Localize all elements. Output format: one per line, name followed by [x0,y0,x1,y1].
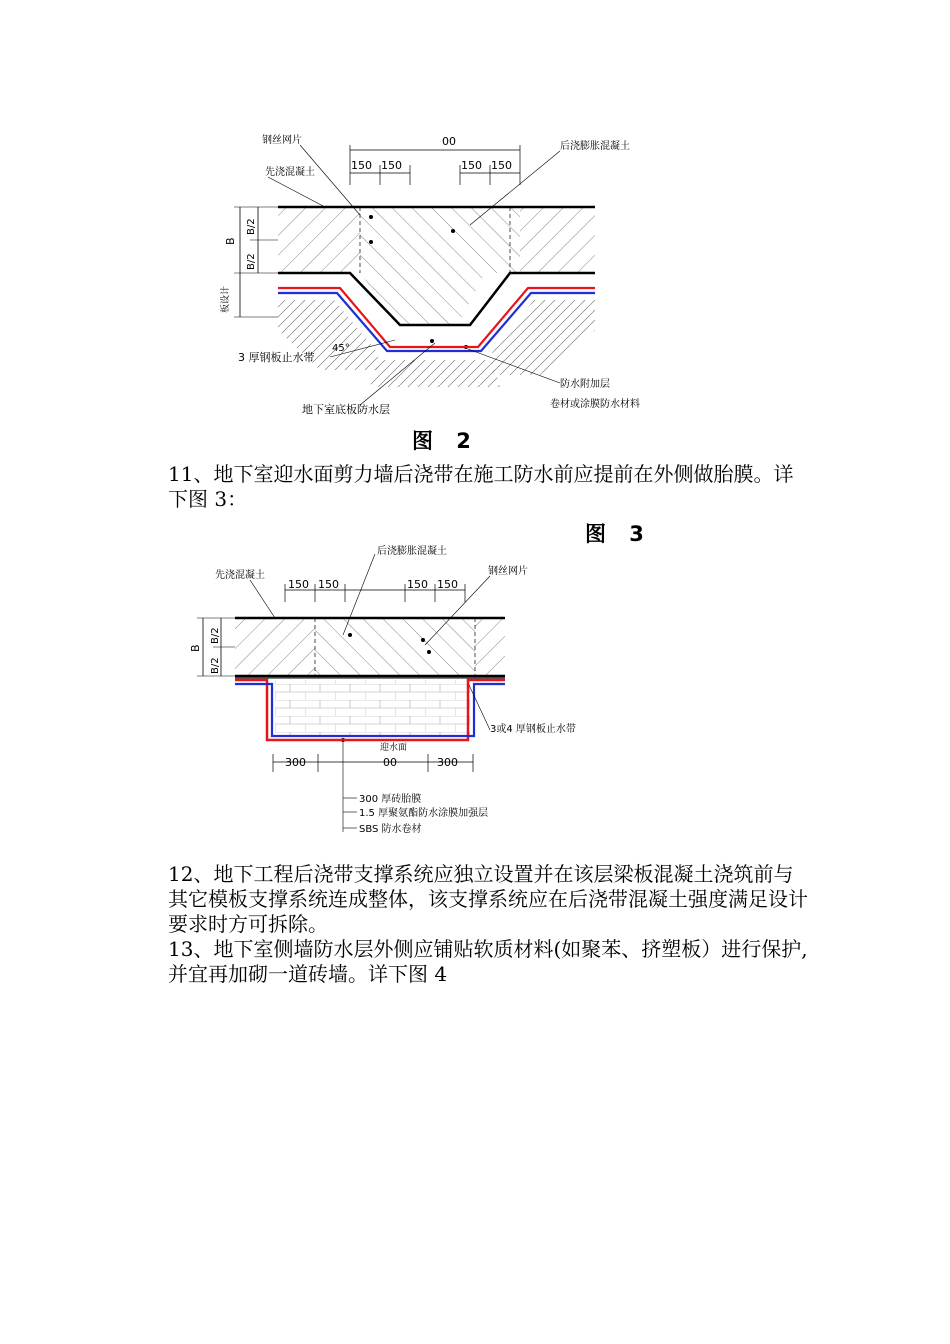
label-dim-150c: 150 [407,578,428,591]
label-waterproof-add: 防水附加层 [560,379,610,390]
figure-2-caption: 图 2 [412,429,479,453]
label-steel-mesh: 钢丝网片 [488,566,528,577]
post-pour-wall [315,618,475,676]
first-pour-slab-left [278,207,360,273]
label-dim-150a: 150 [351,159,372,172]
label-steel-stop: 3 厚钢板止水带 [238,351,315,364]
figure-2-drawing [210,125,650,420]
label-dim-150b: 150 [381,159,402,172]
figure-3-caption: 图 3 [585,522,652,546]
label-post-pour: 后浇膨胀混凝土 [560,141,630,152]
label-dim-150b: 150 [318,578,339,591]
label-dim-300a: 300 [285,756,306,769]
label-width: 00 [383,756,397,769]
paragraph-13: 13、地下室侧墙防水层外侧应铺贴软质材料(如聚苯、挤塑板）进行保护,并宜再加砌一道砖墙。详下图 4 [168,937,808,986]
label-first-pour: 先浇混凝土 [215,570,265,581]
figure-3-drawing [185,540,585,840]
label-b2-top: B/2 [210,627,221,644]
label-floor-waterproof: 地下室底板防水层 [302,403,390,416]
label-thickness: 板设计 [221,285,231,313]
brick-mold [275,680,470,735]
paragraph-11: 11、地下室迎水面剪力墙后浇带在施工防水前应提前在外侧做胎膜。详下图 3： [168,462,794,511]
label-b: B [189,644,202,652]
label-sbs: SBS 防水卷材 [359,824,422,835]
first-pour-wall-left [235,618,315,676]
label-dim-300b: 300 [437,756,458,769]
label-dim-150d: 150 [437,578,458,591]
label-steel-stop: 3或4 厚钢板止水带 [490,724,576,735]
label-dim-150c: 150 [461,159,482,172]
label-dim-150d: 150 [491,159,512,172]
label-b2-bottom: B/2 [246,253,257,270]
label-water-face: 迎水面 [380,743,408,753]
label-b: B [224,237,237,245]
paragraph-12: 12、地下工程后浇带支撑系统应独立设置并在该层梁板混凝土浇筑前与其它模板支撑系统连成整体，该支撑系统应在后浇带混凝土强度满足设计要求时方可拆除。 [168,862,808,936]
label-angle: 45° [332,343,350,354]
label-b2-top: B/2 [246,218,257,235]
label-brick-mold: 300 厚砖胎膜 [359,794,422,805]
label-coating: 1.5 厚聚氨酯防水涂膜加强层 [359,808,489,819]
first-pour-slab-right [520,207,595,273]
first-pour-wall-right [475,618,505,676]
label-first-pour: 先浇混凝土 [265,167,315,178]
label-width: 00 [442,135,456,148]
label-post-pour: 后浇膨胀混凝土 [377,546,447,557]
label-b2-bottom: B/2 [210,657,221,674]
label-material: 卷材或涂膜防水材料 [550,399,640,410]
label-dim-150a: 150 [288,578,309,591]
label-steel-mesh: 钢丝网片 [262,135,302,146]
